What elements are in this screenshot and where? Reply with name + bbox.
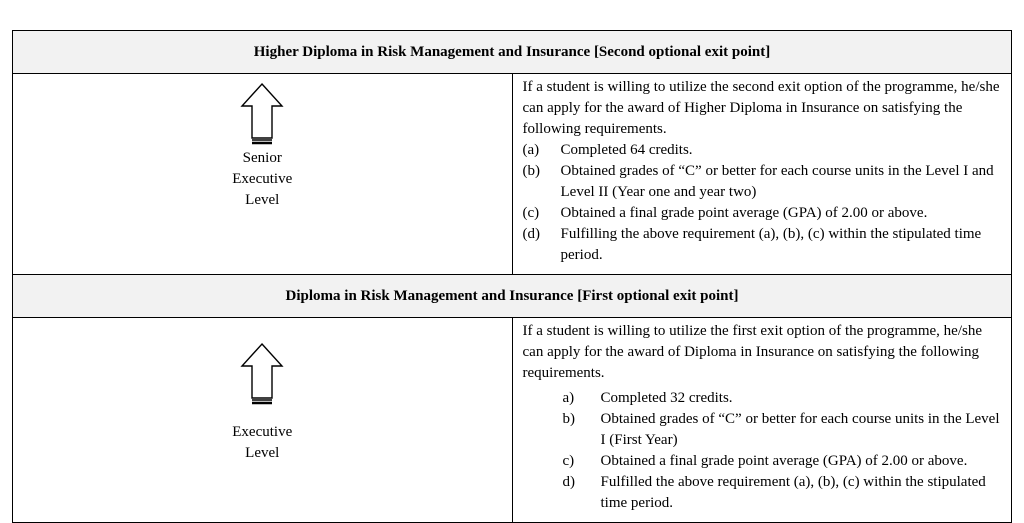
list-item-text: Obtained a final grade point average (GPA) of 2.00 or above. xyxy=(600,453,968,469)
requirements-content xyxy=(512,74,1012,275)
list-item xyxy=(523,161,1004,203)
list-item xyxy=(563,472,1004,514)
requirements-list xyxy=(523,388,1004,514)
section-header-row xyxy=(13,31,1012,74)
list-marker: (a) xyxy=(522,142,540,158)
list-marker: a) xyxy=(562,390,575,406)
level-label-line: Senior xyxy=(242,150,282,166)
level-label-line: Executive xyxy=(232,424,293,440)
up-arrow-icon xyxy=(240,82,284,148)
list-item-text: Obtained grades of “C” or better for each course units in the Level I (First Year) xyxy=(600,411,1000,448)
list-item-text: Completed 32 credits. xyxy=(600,390,733,406)
section-body-row xyxy=(13,318,1012,523)
section-body-row xyxy=(13,74,1012,275)
list-item xyxy=(563,451,1004,472)
level-label-line: Level xyxy=(245,192,280,208)
list-marker: d) xyxy=(562,474,575,490)
requirements-table xyxy=(12,30,1012,523)
section-header-row xyxy=(13,275,1012,318)
list-item xyxy=(563,409,1004,451)
list-item-text: Obtained grades of “C” or better for each course units in the Level I and Level II (Year one and year two) xyxy=(560,163,994,200)
list-item xyxy=(523,224,1004,266)
section-title: Diploma in Risk Management and Insurance [First optional exit point] xyxy=(13,275,1012,318)
requirements-list xyxy=(523,140,1004,266)
level-label-line: Executive xyxy=(232,171,293,187)
level-cell xyxy=(13,318,513,523)
list-item-text: Fulfilling the above requirement (a), (b), (c) within the stipulated time period. xyxy=(560,226,982,263)
list-marker: (b) xyxy=(522,163,540,179)
up-arrow-icon xyxy=(240,342,284,408)
list-item-text: Obtained a final grade point average (GPA) of 2.00 or above. xyxy=(560,205,928,221)
list-item xyxy=(563,388,1004,409)
list-marker: b) xyxy=(562,411,575,427)
requirements-content xyxy=(512,318,1012,523)
list-item xyxy=(523,140,1004,161)
list-marker: c) xyxy=(562,453,575,469)
intro-text: If a student is willing to utilize the first exit option of the programme, he/she can apply for the award of Diploma in Insurance on satisfying the following requirements. xyxy=(522,323,982,381)
section-title: Higher Diploma in Risk Management and Insurance [Second optional exit point] xyxy=(13,31,1012,74)
level-label-line: Level xyxy=(245,445,280,461)
intro-text: If a student is willing to utilize the second exit option of the programme, he/she can apply for the award of Higher Diploma in Insurance on satisfying the following requirements. xyxy=(522,79,1000,137)
list-item-text: Completed 64 credits. xyxy=(560,142,693,158)
list-marker: (c) xyxy=(522,205,540,221)
list-item-text: Fulfilled the above requirement (a), (b), (c) within the stipulated time period. xyxy=(600,474,986,511)
level-cell xyxy=(13,74,513,275)
list-marker: (d) xyxy=(522,226,540,242)
list-item xyxy=(523,203,1004,224)
